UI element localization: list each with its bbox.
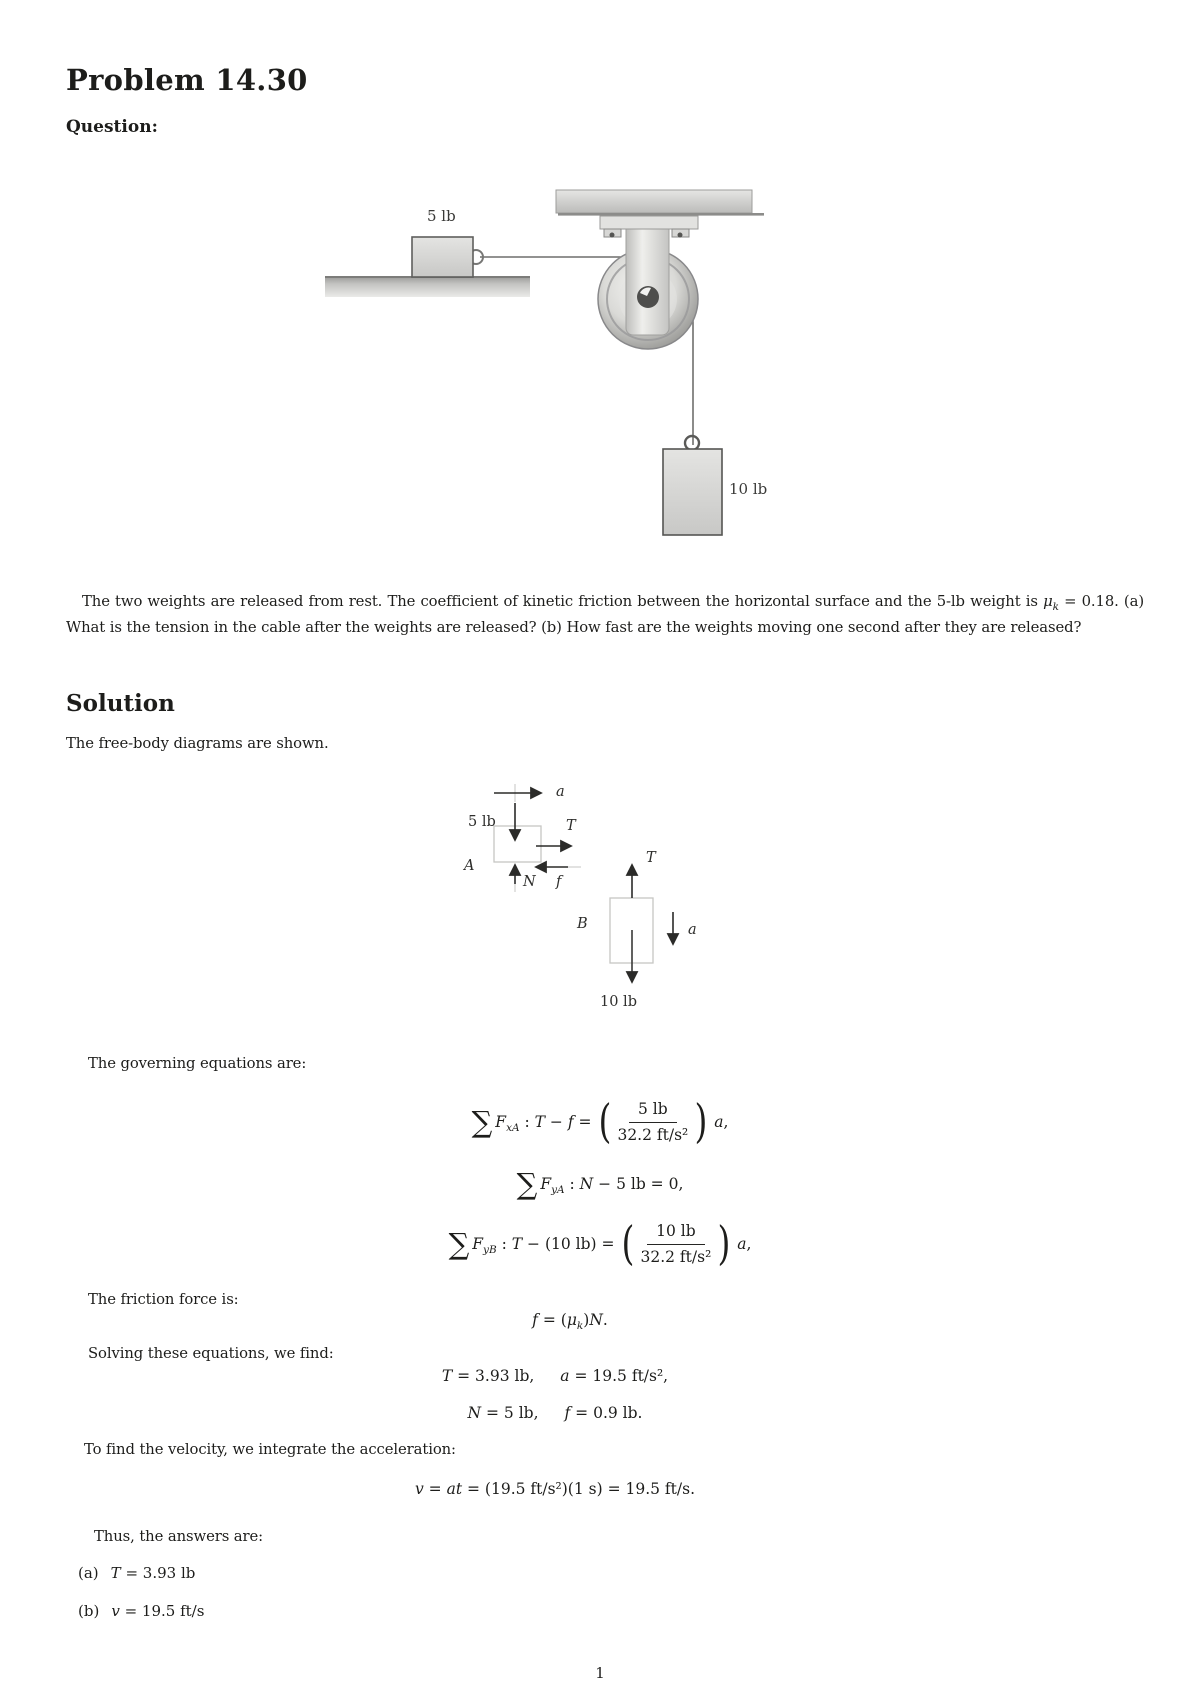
accel-value: = 19.5 ft/s², (569, 1367, 669, 1385)
force-symbol: F (472, 1234, 484, 1253)
sum-symbol: ∑ (516, 1166, 538, 1201)
mounting-plate (600, 216, 698, 229)
equals-sign: = (578, 1112, 592, 1131)
result-line-1 (0, 1367, 1110, 1385)
friction-label: The friction force is: (88, 1291, 239, 1308)
friction-equation (0, 1311, 1140, 1332)
fraction-numerator: 10 lb (647, 1222, 705, 1245)
force-symbol: F (540, 1174, 552, 1193)
friction-symbol: f (532, 1311, 538, 1329)
equation-fy-a (0, 1168, 1200, 1200)
result-line-2 (0, 1404, 1110, 1422)
fbd-block-a-label: A (464, 858, 475, 874)
page-number: 1 (595, 1664, 605, 1682)
bolt-left-head (610, 233, 615, 238)
fbd-weight-b-label: 10 lb (600, 994, 637, 1010)
governing-label: The governing equations are: (88, 1055, 307, 1072)
fbd-tension-a-label: T (566, 818, 576, 834)
fbd-accel-a-label: a (556, 784, 565, 800)
figure-weight-a-label: 5 lb (427, 207, 456, 225)
mass-fraction (640, 1222, 711, 1266)
force-symbol: F (495, 1112, 507, 1131)
fbd-friction-label: f (556, 874, 562, 890)
equals-open: = ( (537, 1311, 567, 1329)
normal-symbol: N (589, 1311, 603, 1329)
equation-fx-a-lhs (471, 1104, 592, 1139)
solving-label: Solving these equations, we find: (88, 1345, 334, 1362)
figure-weight-b-label: 10 lb (729, 480, 768, 498)
tension-symbol: T (110, 1564, 121, 1582)
equals-sign: = (601, 1234, 615, 1253)
pulley-figure (320, 185, 780, 545)
tension-symbol: T (511, 1234, 523, 1253)
colon: : (519, 1112, 535, 1131)
mass-fraction (617, 1100, 688, 1144)
fbd-normal-label: N (523, 874, 536, 890)
ceiling-edge-line (558, 213, 764, 216)
page-title: Problem 14.30 (66, 63, 308, 97)
tension-symbol: T (441, 1367, 453, 1385)
answer-b (78, 1602, 204, 1620)
equation-fy-b-tail (737, 1235, 751, 1253)
velocity-value: = (19.5 ft/s²)(1 s) = 19.5 ft/s. (462, 1480, 695, 1498)
lhs-terms: T − f (534, 1112, 579, 1131)
question-text-1: The two weights are released from rest. The coefficient of kinetic friction between the horizontal surface and the 5-lb weight is (82, 593, 1044, 610)
equation-fx-a-tail (714, 1113, 728, 1131)
answer-a-label: (a) (78, 1564, 99, 1582)
mu-subscript: k (1052, 601, 1059, 613)
table-surface (325, 277, 530, 297)
question-paragraph (66, 592, 1144, 638)
force-subscript: yB (483, 1243, 497, 1256)
sum-symbol: ∑ (471, 1104, 493, 1139)
solution-heading: Solution (66, 690, 175, 717)
velocity-symbol: v (111, 1602, 120, 1620)
accel-coef: a (714, 1113, 724, 1131)
question-label: Question: (66, 117, 158, 137)
normal-value: = 5 lb, (481, 1404, 539, 1422)
accel-coef: a (737, 1235, 747, 1253)
pulley-strap (626, 219, 669, 335)
answers-label: Thus, the answers are: (94, 1528, 264, 1545)
equation-fy-b (0, 1212, 1200, 1276)
answer-a (78, 1564, 195, 1582)
solution-intro: The free-body diagrams are shown. (66, 735, 329, 752)
fbd-block-a-outline (494, 826, 541, 862)
answer-b-value: = 19.5 ft/s (119, 1602, 205, 1620)
at-term: at (446, 1480, 463, 1498)
period: . (602, 1311, 608, 1329)
lhs-terms: − (10 lb) (522, 1234, 602, 1253)
close-paren: ) (583, 1311, 590, 1329)
fbd-tension-b-label: T (646, 850, 656, 866)
right-paren: ) (717, 1216, 731, 1271)
left-paren: ( (621, 1216, 634, 1271)
answer-b-label: (b) (78, 1602, 100, 1620)
normal-symbol: N (579, 1174, 594, 1193)
colon: : (496, 1234, 512, 1253)
left-paren: ( (598, 1094, 611, 1149)
bolt-right-head (678, 233, 683, 238)
sum-symbol: ∑ (448, 1226, 470, 1261)
normal-symbol: N (467, 1404, 482, 1422)
velocity-symbol: v (414, 1480, 424, 1498)
fraction-numerator: 5 lb (629, 1100, 677, 1123)
fbd-accel-b-label: a (688, 922, 697, 938)
comma: , (746, 1235, 752, 1253)
tension-value: = 3.93 lb, (452, 1367, 535, 1385)
block-b-10lb (663, 449, 722, 535)
force-subscript: yA (551, 1183, 565, 1196)
fraction-denominator: 32.2 ft/s² (640, 1247, 712, 1266)
fbd-block-b-label: B (577, 916, 588, 932)
velocity-equation (0, 1480, 1110, 1498)
equation-fy-b-lhs (448, 1226, 615, 1261)
question-text-2: = 0.18. (a) What is the tension in the cable after the weights are released? (b) How fast are the weights moving one second after they are released? (66, 593, 1144, 636)
block-a-5lb (412, 237, 473, 277)
velocity-label: To find the velocity, we integrate the acceleration: (84, 1441, 456, 1458)
block-b-ring (685, 436, 699, 450)
ceiling (556, 190, 752, 213)
right-paren: ) (694, 1094, 708, 1149)
force-subscript: xA (506, 1121, 520, 1134)
friction-symbol: f (564, 1404, 571, 1422)
comma: , (723, 1113, 729, 1131)
mu-symbol: μ (566, 1311, 577, 1329)
answer-a-value: = 3.93 lb (120, 1564, 196, 1582)
equation-fy-a-body (516, 1166, 684, 1201)
equals-sign: = (423, 1480, 447, 1498)
accel-symbol: a (560, 1367, 570, 1385)
fbd-weight-a-label: 5 lb (468, 814, 496, 830)
equation-fx-a (0, 1090, 1200, 1154)
colon: : (564, 1174, 580, 1193)
mu-subscript: k (576, 1320, 584, 1332)
friction-value: = 0.9 lb. (570, 1404, 643, 1422)
fraction-denominator: 32.2 ft/s² (617, 1125, 689, 1144)
mu-symbol: μ (1043, 593, 1053, 610)
equation-rest: − 5 lb = 0, (593, 1174, 684, 1193)
